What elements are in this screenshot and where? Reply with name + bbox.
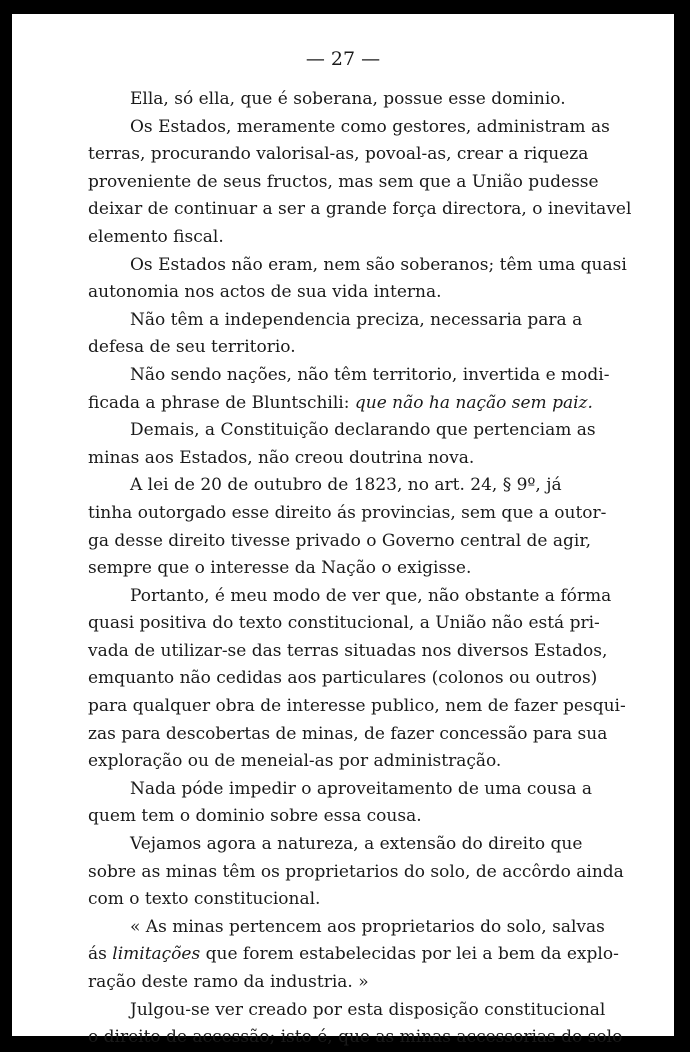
italic-text: que não ha nação sem paiz. [354,392,593,413]
text-line: defesa de seu territorio. [88,337,296,358]
text-line: exploração ou de meneial-as por administração. [88,751,502,772]
text-segment: que forem estabelecidas por lei a bem da explo- [200,944,619,965]
text-line: com o texto constitucional. [88,889,321,910]
text-line: quem tem o dominio sobre essa cousa. [88,806,422,827]
text-line: Ella, só ella, que é soberana, possue esse dominio. [130,89,566,109]
italic-text: limitações [112,944,201,965]
text-segment: ás [88,944,113,965]
text-line: terras, procurando valorisal-as, povoal-as, crear a riqueza [88,144,589,165]
text-line: Julgou-se ver creado por esta disposição constitucional [130,999,606,1020]
text-line: elemento fiscal. [88,226,224,247]
text-line: Não sendo nações, não têm territorio, invertida e modi- [130,364,610,385]
text-line: quasi positiva do texto constitucional, a União não está pri- [88,613,600,634]
text-line: Nada póde impedir o aproveitamento de uma cousa a [130,778,592,799]
page-number: — 27 — [305,48,381,70]
text-line: zas para descobertas de minas, de fazer concessão para sua [88,723,608,744]
text-segment: ficada a phrase de Bluntschili: [88,392,355,413]
text-line: sempre que o interesse da Nação o exigisse. [88,558,472,579]
text-line: A lei de 20 de outubro de 1823, no art. 24, § 9º, já [130,475,562,496]
text-line: vada de utilizar-se das terras situadas nos diversos Estados, [88,640,608,661]
text-line: tinha outorgado esse direito ás provincias, sem que a outor- [88,502,607,523]
text-line: Os Estados não eram, nem são soberanos; têm uma quasi [130,254,627,275]
text-line: o direito de accessão; isto é, que as minas accessorias do solo [88,1027,623,1048]
text-line [88,941,624,969]
text-line: minas aos Estados, não creou doutrina nova. [88,447,475,468]
text-line [88,390,624,418]
text-line: sobre as minas têm os proprietarios do solo, de accôrdo ainda [88,861,624,882]
text-line: ga desse direito tivesse privado o Governo central de agir, [88,530,592,551]
text-line: para qualquer obra de interesse publico, nem de fazer pesqui- [88,696,626,717]
text-line: Vejamos agora a natureza, a extensão do direito que [130,834,583,855]
text-line: ração deste ramo da industria. » [88,972,369,992]
text-line: Portanto, é meu modo de ver que, não obstante a fórma [130,585,612,606]
document-page [12,14,674,1048]
text-line: autonomia nos actos de sua vida interna. [88,282,442,303]
text-line: emquanto não cedidas aos particulares (colonos ou outros) [88,668,598,689]
body-text [88,86,632,1052]
text-line: Demais, a Constituição declarando que pertenciam as [130,420,596,441]
text-line: « As minas pertencem aos proprietarios do solo, salvas [130,916,605,937]
text-line: deixar de continuar a ser a grande força directora, o inevitavel [88,199,632,220]
text-line: Os Estados, meramente como gestores, administram as [130,116,610,137]
text-line: Não têm a independencia preciza, necessaria para a [130,309,583,330]
text-line: proveniente de seus fructos, mas sem que a União pudesse [88,171,599,192]
